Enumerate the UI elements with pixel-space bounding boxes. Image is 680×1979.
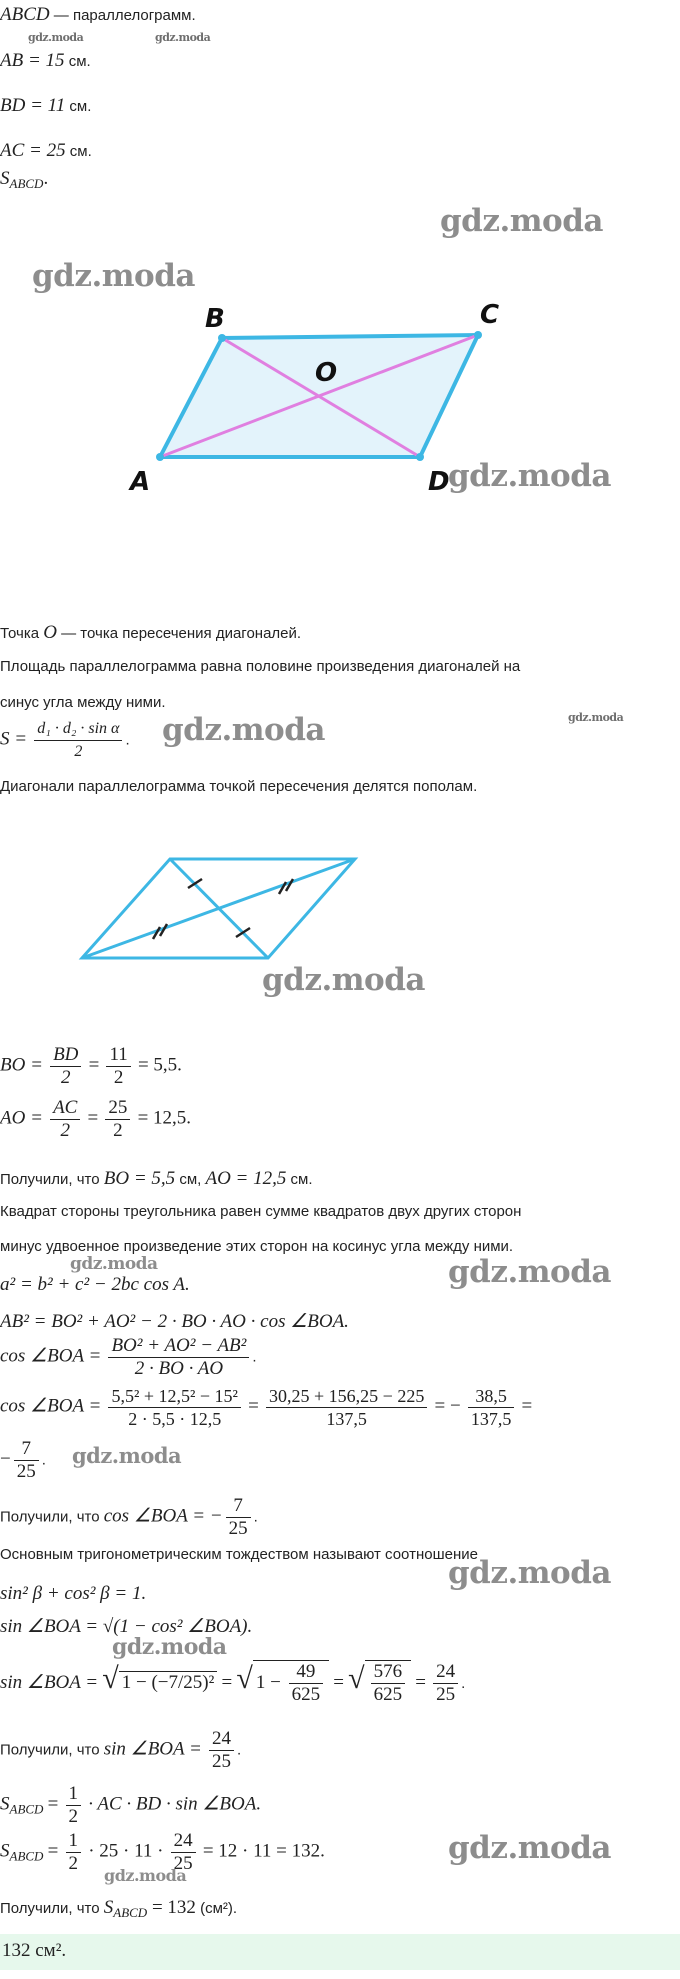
- diagonal-short: [170, 859, 268, 958]
- got-bo-ao: [0, 1168, 313, 1190]
- math-ab: AB = 15: [0, 50, 65, 71]
- watermark: gdz.moda: [104, 1866, 187, 1885]
- numerator: 24: [433, 1661, 458, 1684]
- math: S: [0, 1793, 10, 1815]
- fraction: [50, 1097, 80, 1142]
- trig-rule: Основным тригонометрическим тождеством называют соотношение: [0, 1546, 478, 1563]
- denominator: 2: [60, 1067, 71, 1088]
- bo-calc: [0, 1044, 182, 1089]
- vertex-c: [474, 331, 482, 339]
- numerator: 576: [371, 1661, 406, 1684]
- denominator: 2: [68, 1806, 79, 1827]
- label-c: C: [480, 300, 500, 330]
- numerator: AC: [50, 1097, 80, 1120]
- fraction: [468, 1385, 515, 1430]
- vertex-d: [416, 453, 424, 461]
- watermark: gdz.moda: [32, 258, 195, 294]
- cos-boa-calc: cos ∠BOA = $\frac{\text{5,5² + 12,5² − 15²}}{2 \cdot 5,5 \cdot 12,5}$ = $\frac{30,25 + 156,25 - 225}{137,5}$ = − $\frac{38,5}{137,5}$ =: [0, 1386, 533, 1429]
- denominator: 625: [373, 1684, 403, 1705]
- dot: .: [43, 168, 49, 189]
- vertex-b: [218, 334, 226, 342]
- math: sin ∠BOA =: [103, 1738, 202, 1760]
- math-bd: BD = 11: [0, 95, 66, 116]
- given-text: — параллелограмм.: [49, 7, 196, 24]
- math: sin ∠BOA =: [0, 1671, 99, 1693]
- ao-calc: [0, 1097, 191, 1142]
- diagonal-rule: Диагонали параллелограмма точкой пересечения делятся пополам.: [0, 778, 478, 795]
- fraction: [14, 1438, 39, 1483]
- label-b: B: [205, 304, 225, 334]
- numerator: 7: [226, 1495, 251, 1518]
- sin-boa-calc: sin ∠BOA = √ 1 − (−7/25)² = √ 1 − $\frac{49}{625}$ = √ $\frac{576}{625}$ = $\frac{24}{25}$ .: [0, 1661, 466, 1706]
- math: BO = 5,5: [103, 1168, 176, 1189]
- text: Точка: [0, 625, 40, 642]
- denominator: 2: [113, 1120, 123, 1141]
- area-calc: $S_{ABCD}$ = $\frac{1}{2}$ · 25 · 11 · $\frac{24}{25}$ = 12 · 11 = 132.: [0, 1830, 325, 1874]
- math: AO =: [0, 1107, 43, 1129]
- denominator: 25: [212, 1751, 232, 1772]
- denominator: 25: [173, 1853, 193, 1874]
- equals: =: [88, 1054, 100, 1076]
- watermark: gdz.moda: [440, 203, 603, 239]
- denominator: 2: [60, 1120, 70, 1141]
- fraction: [34, 718, 122, 763]
- denominator: 25: [436, 1684, 456, 1706]
- fraction: [66, 1783, 82, 1828]
- numerator: d₁ · d₂ · sin α: [34, 718, 122, 741]
- watermark: gdz.moda: [112, 1634, 227, 1660]
- sqrt-expr: 1 − $\frac{49}{625}$: [253, 1660, 329, 1706]
- fraction: [108, 1385, 241, 1430]
- unit: см.: [65, 98, 92, 115]
- denominator: 25: [228, 1518, 248, 1539]
- text: Получили, что: [0, 1508, 100, 1526]
- math: · 25 · 11 ·: [88, 1840, 164, 1862]
- denominator: 137,5: [470, 1409, 512, 1429]
- math: BO =: [0, 1054, 43, 1076]
- sqrt-expr: 1 − (−7/25)²: [119, 1671, 218, 1694]
- watermark: gdz.moda: [448, 1830, 611, 1866]
- fraction: [371, 1661, 406, 1706]
- math: S: [0, 1840, 10, 1862]
- text: Получили, что: [0, 1741, 100, 1759]
- fraction: [433, 1661, 458, 1706]
- fraction: [209, 1728, 234, 1773]
- fraction: [106, 1044, 130, 1089]
- watermark: gdz.moda: [72, 1443, 182, 1468]
- watermark: gdz.moda: [448, 1555, 611, 1591]
- denominator: 2: [74, 743, 83, 760]
- area-formula-2: $S_{ABCD}$ = $\frac{1}{2}$ · AC · BD · sin ∠BOA.: [0, 1783, 262, 1827]
- unit: см.: [286, 1171, 313, 1188]
- numerator: 1: [66, 1783, 82, 1806]
- got-s: [0, 1897, 237, 1921]
- math-abcd: ABCD: [0, 4, 50, 25]
- denominator: 625: [291, 1684, 321, 1705]
- cos-law: a² = b² + c² − 2bc cos A.: [0, 1274, 190, 1295]
- numerator: BO² + AO² − AB²: [108, 1335, 249, 1358]
- result: = 12,5.: [137, 1107, 192, 1129]
- watermark: gdz.moda: [70, 1254, 158, 1274]
- math-sub: ABCD: [9, 176, 44, 191]
- math: cos ∠BOA =: [0, 1395, 102, 1417]
- equals: =: [87, 1107, 99, 1129]
- fraction: [266, 1385, 427, 1430]
- text: Получили, что: [0, 1171, 100, 1188]
- got-cos: Получили, что cos ∠BOA = − $\frac{7}{25}$ .: [0, 1495, 258, 1539]
- math-sub: ABCD: [113, 1905, 148, 1920]
- label-a: A: [130, 467, 151, 497]
- numerator: 11: [106, 1044, 130, 1067]
- sin-boa-def: sin ∠BOA = √(1 − cos² ∠BOA).: [0, 1616, 253, 1637]
- math: S =: [0, 728, 28, 750]
- math-s: S: [0, 168, 10, 189]
- text: — точка пересечения диагоналей.: [56, 625, 302, 642]
- unit: (см²).: [195, 1900, 238, 1917]
- label-d: D: [428, 467, 450, 497]
- diagonals-figure: [0, 845, 680, 970]
- math: · AC · BD · sin ∠BOA.: [88, 1793, 262, 1815]
- math-sub: ABCD: [9, 1801, 44, 1817]
- math: S: [103, 1897, 114, 1918]
- numerator: 24: [209, 1728, 234, 1751]
- cos-rule-line-2: минус удвоенное произведение этих сторон на косинус угла между ними.: [0, 1238, 514, 1255]
- cos-rule-line-1: Квадрат стороны треугольника равен сумме квадратов двух других сторон: [0, 1203, 522, 1220]
- given-ac: [0, 140, 92, 162]
- result: = 5,5.: [137, 1054, 182, 1076]
- denominator: 2: [113, 1067, 124, 1088]
- numerator: 24: [171, 1830, 196, 1853]
- numerator: 38,5: [468, 1385, 515, 1408]
- cos-law-abo: AB² = BO² + AO² − 2 · BO · AO · cos ∠BOA.: [0, 1311, 349, 1332]
- fraction: [108, 1335, 249, 1380]
- math-sub: ABCD: [9, 1848, 44, 1864]
- math: = 12 · 11 = 132.: [202, 1840, 325, 1862]
- denominator: 2 · 5,5 · 12,5: [128, 1409, 222, 1429]
- fraction: [289, 1661, 324, 1706]
- vertex-a: [156, 453, 164, 461]
- watermark: gdz.moda: [262, 962, 425, 998]
- numerator: BD: [50, 1044, 81, 1067]
- numerator: 1: [66, 1830, 82, 1853]
- given-line-1: [0, 4, 196, 26]
- numerator: 5,5² + 12,5² − 15²: [108, 1385, 241, 1408]
- numerator: 30,25 + 156,25 − 225: [266, 1385, 427, 1408]
- unit: см.: [65, 143, 92, 160]
- got-sin: Получили, что sin ∠BOA = $\frac{24}{25}$ .: [0, 1728, 242, 1772]
- unit: см,: [175, 1171, 202, 1188]
- area-rule-line-1: Площадь параллелограмма равна половине произведения диагоналей на: [0, 658, 521, 675]
- trig-identity: sin² β + cos² β = 1.: [0, 1583, 147, 1604]
- fraction: [226, 1495, 251, 1540]
- answer-box: [0, 1934, 680, 1970]
- denominator: 25: [16, 1461, 36, 1482]
- sqrt-expr: [365, 1660, 412, 1706]
- fraction: [105, 1097, 130, 1142]
- answer-text: 132 см².: [2, 1940, 67, 1961]
- fraction: [66, 1830, 82, 1875]
- given-find: [0, 168, 48, 192]
- watermark-small: gdz.moda: [155, 31, 211, 44]
- area-formula: S = $\frac{\text{d₁ · d₂ · sin α}}{2}$ .: [0, 718, 130, 763]
- fraction: [50, 1044, 81, 1089]
- point-o-text: [0, 622, 301, 644]
- math: = 132: [147, 1897, 196, 1918]
- denominator: 2 · BO · AO: [134, 1358, 224, 1379]
- math: cos ∠BOA = −: [103, 1505, 223, 1527]
- numerator: 49: [289, 1661, 324, 1684]
- numerator: 25: [105, 1097, 130, 1120]
- math-ac: AC = 25: [0, 140, 66, 161]
- text: Получили, что: [0, 1900, 100, 1917]
- watermark-small: gdz.moda: [568, 711, 624, 724]
- math: AO = 12,5: [205, 1168, 287, 1189]
- cos-boa-result: − $\frac{7}{25}$ .: [0, 1438, 46, 1482]
- watermark: gdz.moda: [448, 1254, 611, 1290]
- given-bd: [0, 95, 91, 117]
- watermark-small: gdz.moda: [28, 31, 84, 44]
- denominator: 2: [68, 1853, 79, 1874]
- watermark: gdz.moda: [448, 458, 611, 494]
- cos-boa-formula: cos ∠BOA = $\frac{\text{BO² + AO² − AB²}}{2 \cdot BO \cdot AO}$ .: [0, 1335, 257, 1379]
- area-rule-line-2: синус угла между ними.: [0, 694, 166, 711]
- label-o: O: [315, 358, 338, 388]
- watermark: gdz.moda: [162, 712, 325, 748]
- math-o: O: [43, 622, 57, 643]
- math: cos ∠BOA =: [0, 1345, 102, 1367]
- unit: см.: [64, 53, 91, 70]
- given-ab: [0, 50, 91, 72]
- numerator: 7: [14, 1438, 39, 1461]
- denominator: 137,5: [326, 1409, 367, 1429]
